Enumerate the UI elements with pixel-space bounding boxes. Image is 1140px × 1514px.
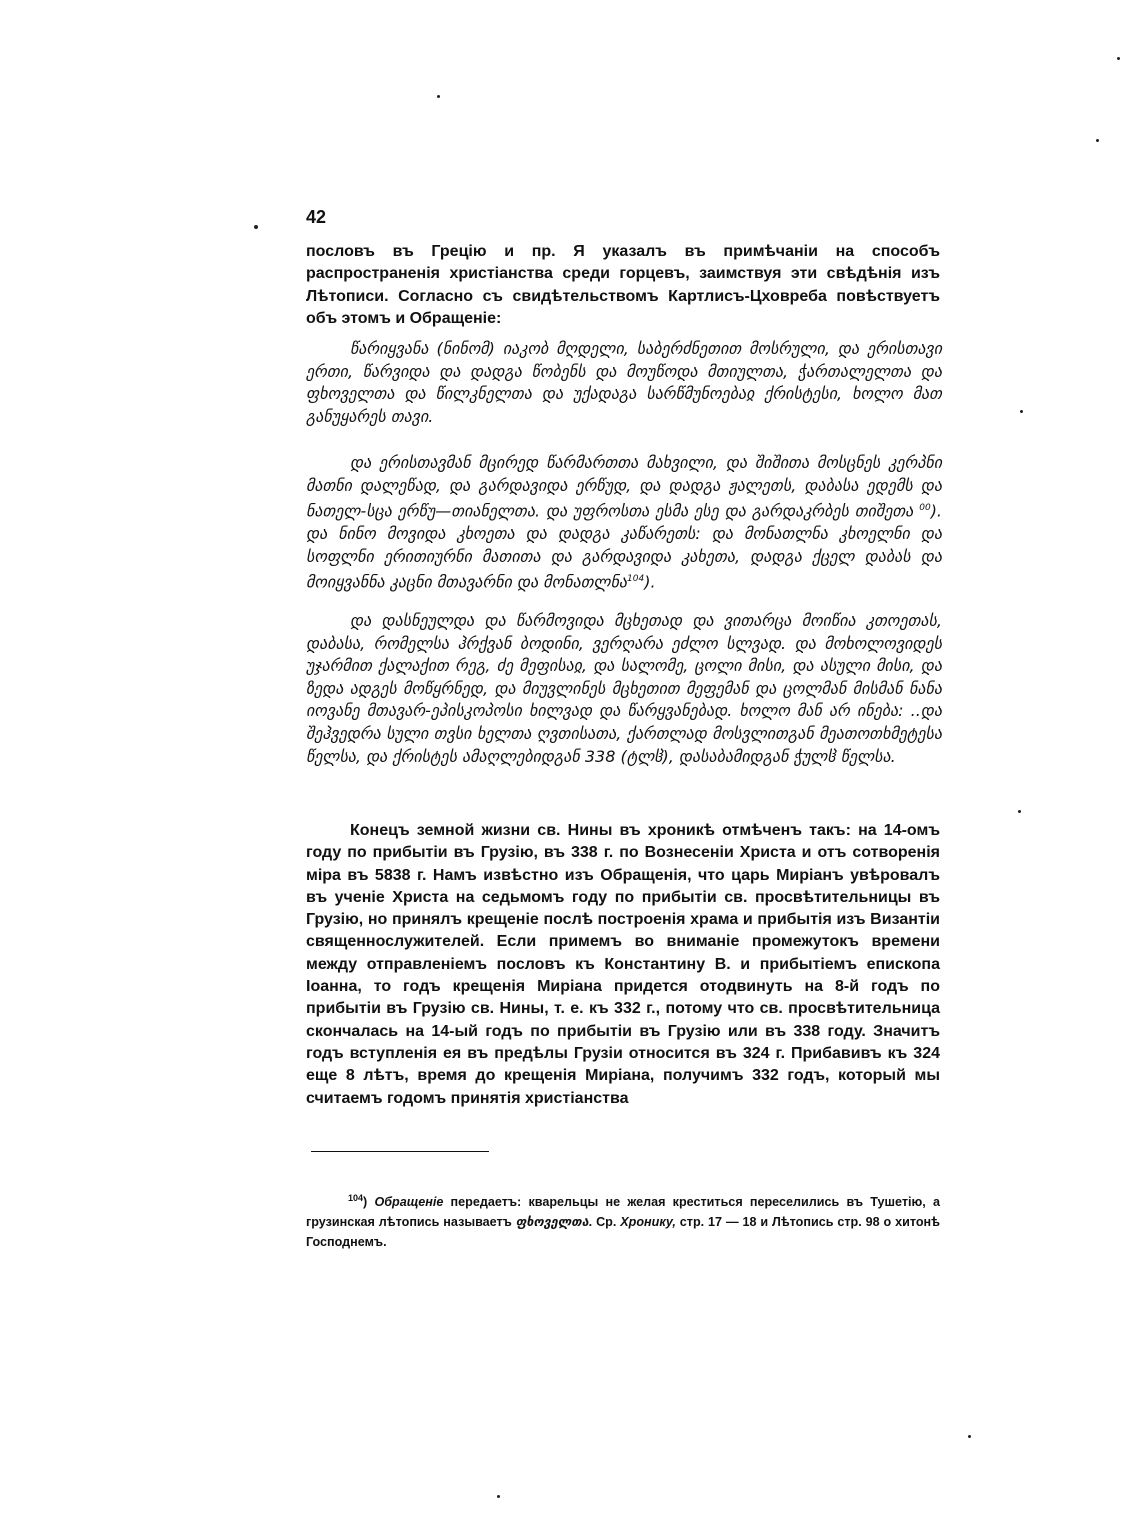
footnote-marker: 00	[919, 503, 931, 514]
footnote-text: . Ср.	[588, 1215, 621, 1230]
scan-speck	[497, 1495, 500, 1498]
footnote-text: передаетъ: кварельцы не желая креститься переселились въ Тушетію, а грузинская лѣтопись называетъ	[306, 1195, 940, 1230]
georgian-quote-text: ). და ნინო მოვიდა კხოეთა და დადგა კაწარეთს: და მონათლნა კხოელნი და სოფლნი ერითიურნი მათითა და გარდავიდა კახეთა, დადგა ქცელ დაბას და მოიყვანნა კაცნი მთავარნი და მონათლნა	[306, 501, 943, 592]
scan-speck	[1018, 810, 1021, 813]
footnote-text: стр. 17 — 18 и Лѣтопись стр. 98 о хитонѣ Господнемъ.	[306, 1215, 940, 1250]
georgian-quote-text: ).	[644, 572, 656, 592]
footnote-georgian-word: ფხოველთა	[515, 1214, 589, 1230]
scan-speck	[968, 1435, 971, 1438]
page-number: 42	[306, 207, 327, 227]
footnote-reference-104: 104	[627, 574, 645, 585]
footnote-source: Обращеніе	[374, 1195, 444, 1210]
footnote-number: 104	[348, 1193, 364, 1203]
georgian-quote-paragraph-2	[306, 452, 942, 594]
georgian-quote-paragraph-1: წარიყვანა (ნინომ) იაკობ მღდელი, საბერძნეთით მოსრული, და ერისთავი ერთი, წარვიდა და დადგა წობენს და მოუწოდა მთიულთა, ჭართალელთა და ფხოველთა და წილკნელთა და უქადაგა სარწმუნოებაჲ ქრისტესი, ხოლო მათ განუყარეს თავი.	[306, 339, 942, 426]
scan-speck	[1096, 139, 1099, 142]
scan-speck	[1117, 57, 1120, 60]
footnote-divider	[311, 1151, 489, 1152]
footnote-104: $^{104}$) Обращеніе передаетъ: кварельцы не желая креститься переселились въ Тушетію, а грузинская лѣтопись называетъ ფხოველთა. Ср. Хронику, стр. 17 — 18 и Лѣтопись стр. 98 о хитонѣ Господнемъ.	[306, 1193, 940, 1250]
scan-speck	[1020, 410, 1023, 413]
georgian-quote-text: და ერისთავმან მცირედ წარმართთა მახვილი, და შიშითა მოსცნეს კერპნი მათნი დალეწად, და გარდავიდა ერწუდ, და დადგა ჟალეთს, დაბასა ედემს და ნათელ-სცა ერწუ—თიანელთა. და უფროსთა ესმა ესე და გარდაკრბეს თიშეთა	[306, 453, 942, 521]
scan-speck	[254, 225, 258, 229]
intro-paragraph: пословъ въ Грецію и пр. Я указалъ въ примѣчаніи на способъ распространенія христіанства среди горцевъ, заимствуя эти свѣдѣнія изъ Лѣтописи. Согласно съ свидѣтельствомъ Картлисъ-Цховреба повѣствуетъ объ этомъ и Обращеніе:	[306, 243, 940, 327]
footnote-reference-title: Хронику,	[620, 1215, 676, 1230]
scan-speck	[437, 95, 440, 98]
main-paragraph: Конецъ земной жизни св. Нины въ хроникѣ отмѣченъ такъ: на 14-омъ году по прибытіи въ Грузію, въ 338 г. по Вознесеніи Христа и отъ сотворенія міра въ 5838 г. Намъ извѣстно изъ Обращенія, что царь Миріанъ увѣровалъ въ ученіе Христа на седьмомъ году по прибытіи св. просвѣтительницы въ Грузію, но принялъ крещеніе послѣ построенія храма и прибытія изъ Византіи священнослужителей. Если примемъ во вниманіе промежутокъ времени между отправленіемъ пословъ къ Константину В. и прибытіемъ епископа Іоанна, то годъ крещенія Миріана придется отодвинуть на 8-й годъ по прибытіи въ Грузію св. Нины, т. е. къ 332 г., потому что св. просвѣтительница скончалась на 14-ый годъ по прибытіи въ Грузію или въ 338 году. Значитъ годъ вступленія ея въ предѣлы Грузіи относится въ 324 г. Прибавивъ къ 324 еще 8 лѣтъ, время до крещенія Миріана, получимъ 332 годъ, который мы считаемъ годомъ принятія христіанства	[306, 822, 940, 1107]
georgian-quote-paragraph-3: და დასნეულდა და წარმოვიდა მცხეთად და ვითარცა მოიწია კთოეთას, დაბასა, რომელსა ჰრქვან ბოდინი, ვერღარა ეძლო სლვად. და მოხოლოვიდეს უჯარმით ქალაქით რეგ, ძე მეფისაჲ, და სალომე, ცოლი მისი, და ასული მისი, და ზედა ადგეს მოწყრნედ, და მიუვლინეს მცხეთით მეფემან და ცოლმან მისმან ნანა იოვანე მთავარ-ეპისკოპოსი ხილვად და წარყვანებად. ხოლო მან არ ინება: ..და შეჰვედრა სული თვსი ხელთა ღვთისათა, ქართლად მოსვლითგან მეათოთხმეტესა წელსა, და ქრისტეს ამაღლებიდგან 338 (ტლჱ), დასაბამიდგან ჭულჱ წელსა.	[306, 611, 942, 766]
